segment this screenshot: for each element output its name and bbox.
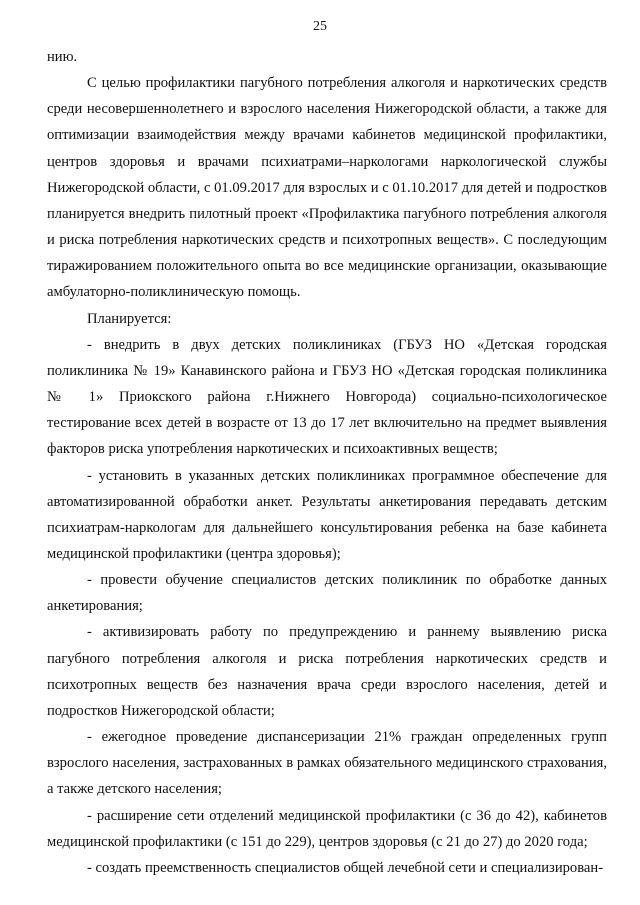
document-body — [47, 44, 607, 881]
list-item: - внедрить в двух детских поликлиниках (ГБУЗ НО «Детская городская поликлиника № 19» Канавинского района и ГБУЗ НО «Детская городская поликлиника № 1» Приокского района г.Нижнего Новгорода) социально-психологическое тестирование всех детей в возрасте от 13 до 17 лет включительно на предмет выявления факторов риска употребления наркотических и психоактивных веществ; — [47, 336, 607, 458]
paragraph-planned-heading: Планируется: — [87, 310, 172, 327]
paragraph-continuation: нию. — [47, 49, 78, 65]
list-item-continues: - создать преемственность специалистов общей лечебной сети и специализирован- — [87, 859, 604, 876]
list-item: - ежегодное проведение диспансеризации 21% граждан определенных групп взрослого населения, застрахованных в рамках обязательного медицинского страхования, а также детского населения; — [47, 729, 607, 798]
list-item: - провести обучение специалистов детских поликлиник по обработке данных анкетирования; — [47, 572, 607, 615]
list-item: - активизировать работу по предупреждению и раннему выявлению риска пагубного потребления алкоголя и риска потребления наркотических средств и психотропных веществ без назначения врача среди взрослого населения, детей и подростков Нижегородской области; — [47, 624, 607, 719]
paragraph-intro: С целью профилактики пагубного потребления алкоголя и наркотических средств среди несовершеннолетнего и взрослого населения Нижегородской области, а также для оптимизации взаимодействия между врачами кабинетов медицинской профилактики, центров здоровья и врачами психиатрами–наркологами наркологической службы Нижегородской области, с 01.09.2017 для взрослых и с 01.10.2017 для детей и подростков планируется внедрить пилотный проект «Профилактика пагубного потребления алкоголя и риска потребления наркотических средств и психотропных веществ». С последующим тиражированием положительного опыта во все медицинские организации, оказывающие амбулаторно-поликлиническую помощь. — [47, 75, 607, 301]
page-number: 25 — [313, 19, 327, 34]
list-item: - установить в указанных детских поликлиниках программное обеспечение для автоматизированной обработки анкет. Результаты анкетирования передавать детским психиатрам-наркологам для дальнейшего консультирования ребенка на базе кабинета медицинской профилактики (центра здоровья); — [47, 467, 607, 562]
list-item: - расширение сети отделений медицинской профилактики (с 36 до 42), кабинетов медицинской профилактики (с 151 до 229), центров здоровья (с 21 до 27) до 2020 года; — [47, 807, 607, 850]
